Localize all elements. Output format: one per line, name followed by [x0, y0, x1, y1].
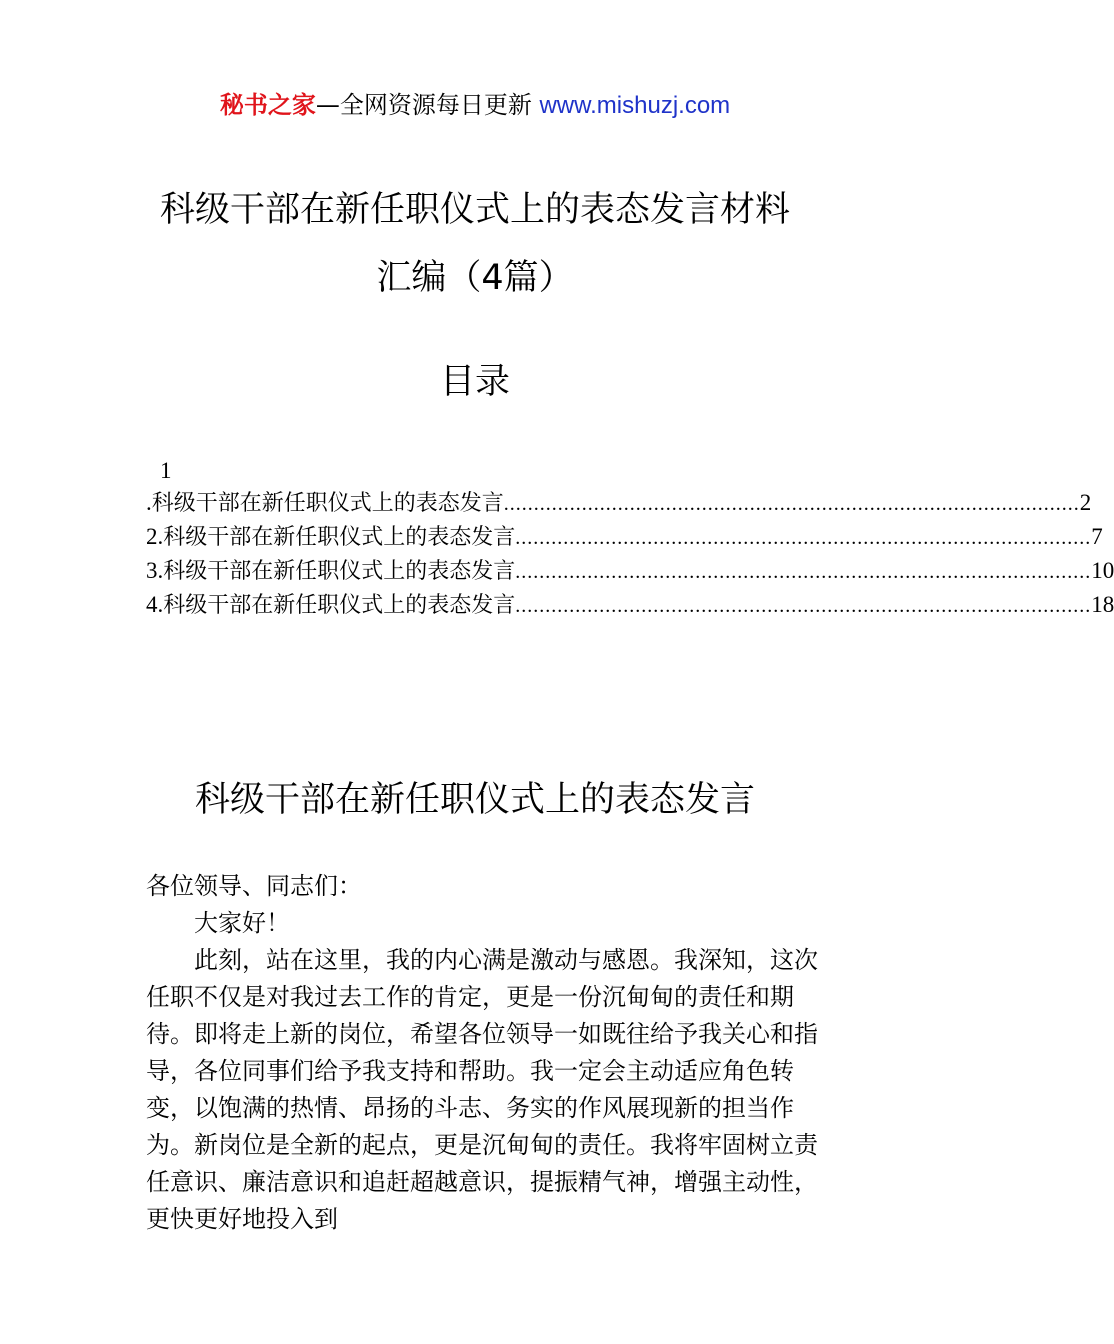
toc-item[interactable]: [146, 520, 1103, 554]
document-title-line1: 科级干部在新任职仪式上的表态发言材料: [159, 190, 790, 230]
brand-name: 秘书之家: [219, 91, 316, 119]
table-of-contents: [146, 456, 1114, 622]
toc-item-number: 2.: [146, 524, 164, 549]
toc-item-page: 2: [1079, 490, 1092, 515]
toc-leader-dots: ................................................................................................: [515, 595, 1092, 617]
toc-item-number: 4.: [146, 592, 164, 617]
toc-item-label: 科级干部在新任职仪式上的表态发言: [151, 491, 504, 516]
toc-item-number: .: [146, 490, 152, 515]
body-paragraph: 此刻，站在这里，我的内心满是激动与感恩。我深知，这次任职不仅是对我过去工作的肯定，更是一份沉甸甸的责任和期待。即将走上新的岗位，希望各位领导一如既往给予我关心和指导，各位同事们给予我支持和帮助。我一定会主动适应角色转变，以饱满的热情、昂扬的斗志、务实的作风展现新的担当作为。新岗位是全新的起点，更是沉甸甸的责任。我将牢固树立责任意识、廉洁意识和追赶超越意识，提振精气神，增强主动性，更快更好地投入到: [146, 946, 818, 1233]
toc-item-label: 科级干部在新任职仪式上的表态发言: [163, 593, 516, 618]
section-body: [146, 868, 826, 1238]
toc-leader-dots: ................................................................................................: [515, 561, 1092, 583]
toc-item-number: 3.: [146, 558, 164, 583]
toc-item-page: 7: [1091, 524, 1103, 549]
site-header: [0, 88, 950, 123]
toc-item-page: 18: [1091, 592, 1114, 617]
toc-item[interactable]: [146, 588, 1114, 622]
toc-leader-dots: ................................................................................................: [503, 493, 1080, 515]
header-slogan: —全网资源每日更新: [315, 91, 540, 119]
toc-item-label: 科级干部在新任职仪式上的表态发言: [163, 559, 516, 584]
toc-item-page: 10: [1091, 558, 1114, 583]
toc-item-label: 科级干部在新任职仪式上的表态发言: [163, 525, 516, 550]
toc-item[interactable]: [146, 554, 1114, 588]
site-url-link[interactable]: www.mishuzj.com: [539, 92, 731, 119]
toc-item[interactable]: [146, 486, 1092, 520]
toc-heading: 目录: [439, 362, 510, 402]
toc-first-number: 1: [160, 458, 172, 483]
section-title: 科级干部在新任职仪式上的表态发言: [194, 780, 755, 820]
salutation: 各位领导、同志们：: [146, 872, 362, 900]
greeting: 大家好！: [194, 909, 290, 937]
toc-leader-dots: ................................................................................................: [515, 527, 1092, 549]
document-title-line2: 汇编（4篇）: [376, 258, 574, 298]
